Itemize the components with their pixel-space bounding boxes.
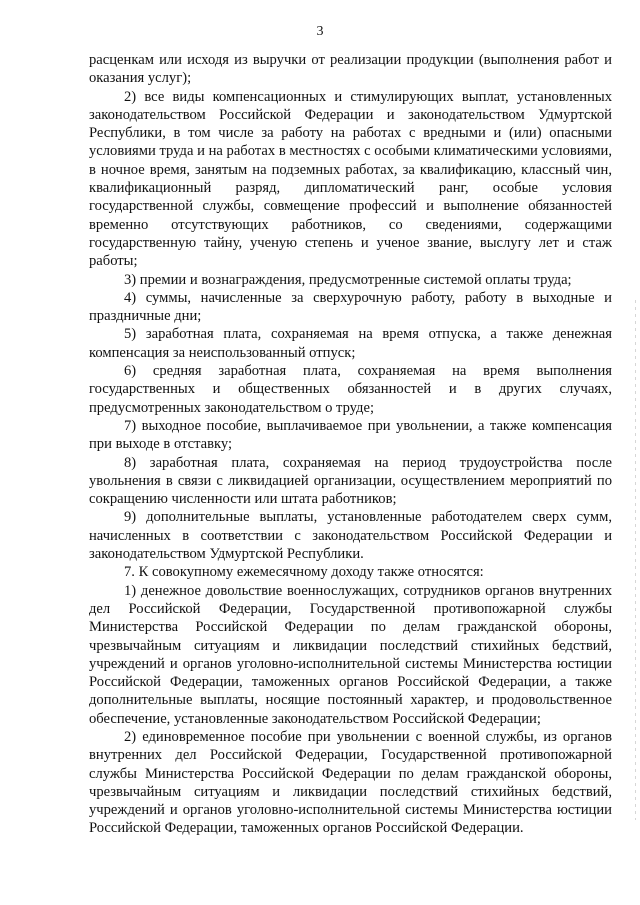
paragraph-1: расценкам или исходя из выручки от реализации продукции (выполнения работ и оказания услуг); (89, 52, 612, 87)
scan-edge-artifact (635, 300, 636, 820)
page-number: 3 (316, 24, 324, 39)
paragraph-11: 2) единовременное пособие при увольнении с военной службы, из органов внутренних дел Российской Федерации, Государственной противопожарной службы Министерства Российской Федерации по делам гражданской обороны, чрезвычайным ситуациям и ликвидации последствий стихийных бедствий, учреждений и органов уголовно-исполнительной системы Министерства юстиции Российской Федерации, таможенных органов Российской Федерации. (89, 728, 612, 837)
paragraph-2: 2) все виды компенсационных и стимулирующих выплат, установленных законодательством Российской Федерации и законодательством Удмуртской Республики, в том числе за работу на работах с вредными и (или) опасными условиями труда и на работах в местностях с особыми климатическими условиями, в ночное время, занятым на подземных работах, за квалификацию, классный чин, квалификационный разряд, дипломатический ранг, особые условия государственной службы, совмещение профессий и выполнение обязанностей временно отсутствующих работников, со сведениями, содержащими государственную тайну, ученую степень и ученое звание, выслугу лет и стаж работы; (89, 88, 612, 270)
paragraph-7: 7) выходное пособие, выплачиваемое при увольнении, а также компенсация при выходе в отставку; (89, 417, 612, 453)
document-body (89, 51, 612, 838)
paragraph-9: 9) дополнительные выплаты, установленные работодателем сверх сумм, начисленных в соответствии с законодательством Российской Федерации и законодательством Удмуртской Республики. (89, 509, 612, 563)
paragraph-6: 6) средняя заработная плата, сохраняемая на время выполнения государственных и общественных обязанностей и в других случаях, предусмотренных законодательством о труде; (89, 363, 612, 416)
section-heading-7: 7. К совокупному ежемесячному доходу также относятся: (124, 564, 484, 581)
paragraph-3: 3) премии и вознаграждения, предусмотренные системой оплаты труда; (124, 271, 572, 288)
paragraph-10: 1) денежное довольствие военнослужащих, сотрудников органов внутренних дел Российской Федерации, Государственной противопожарной службы Министерства Российской Федерации по делам гражданской обороны, чрезвычайным ситуациям и ликвидации последствий стихийных бедствий, учреждений и органов уголовно-исполнительной системы Министерства юстиции Российской Федерации, таможенных органов Российской Федерации, а также дополнительные выплаты, носящие постоянный характер, и продовольственное обеспечение, установленные законодательством Российской Федерации; (89, 582, 612, 727)
paragraph-8: 8) заработная плата, сохраняемая на период трудоустройства после увольнения в связи с ликвидацией организации, осуществлением мероприятий по сокращению численности или штата работников; (89, 454, 612, 508)
paragraph-4: 4) суммы, начисленные за сверхурочную работу, работу в выходные и праздничные дни; (89, 289, 612, 325)
paragraph-5: 5) заработная плата, сохраняемая на время отпуска, а также денежная компенсация за неиспользованный отпуск; (89, 326, 612, 361)
